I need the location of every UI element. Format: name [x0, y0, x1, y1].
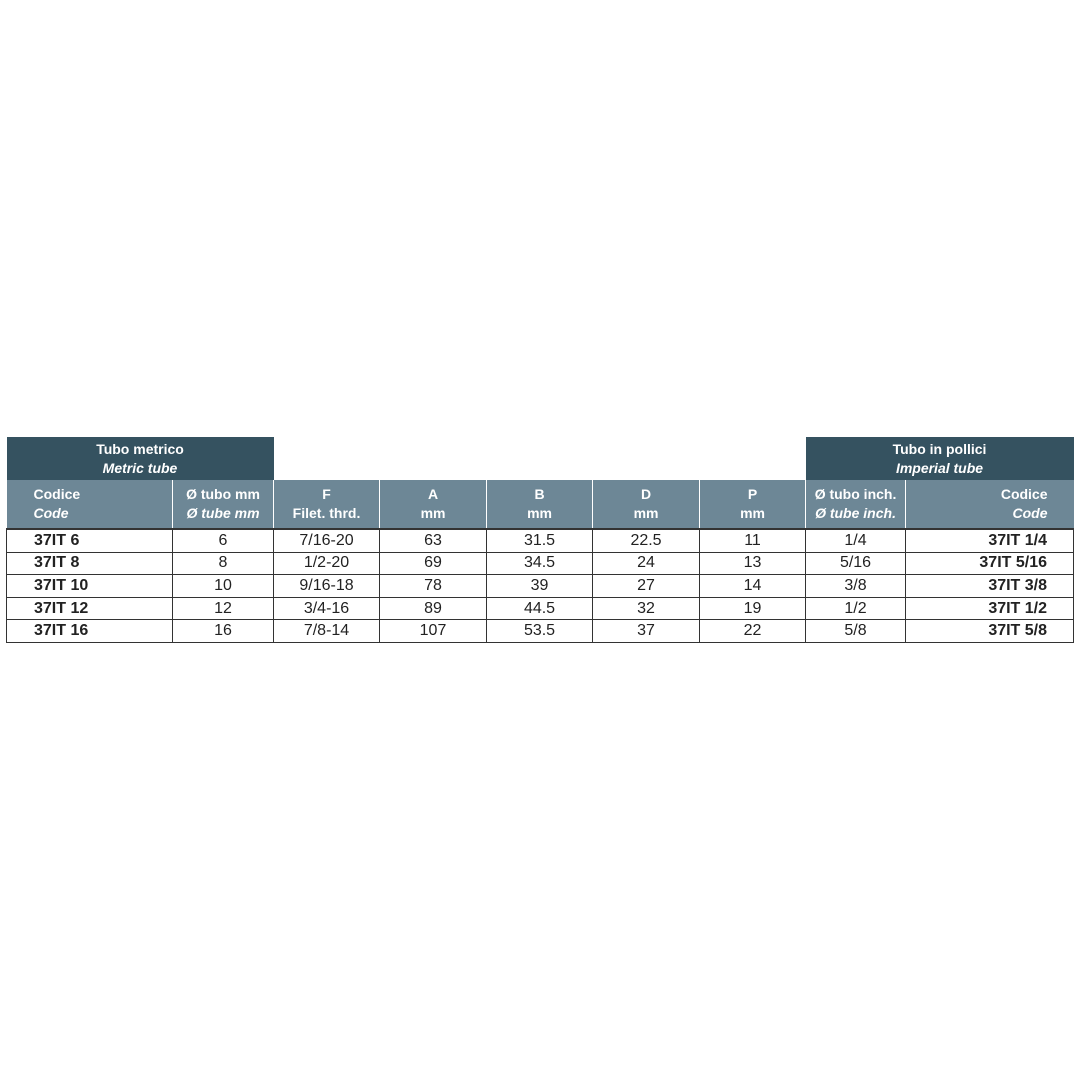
col-header-p	[700, 480, 806, 529]
code-metric-cell: 37IT 8	[7, 552, 173, 575]
col-label: P	[747, 486, 758, 502]
col-label: Ø tubo inch.	[814, 486, 897, 502]
imperial-tube-title: Tubo in pollici	[892, 440, 987, 457]
tube-mm-cell: 6	[173, 529, 274, 552]
col-label: F	[322, 486, 331, 502]
d-cell: 27	[593, 575, 700, 598]
table-body	[7, 529, 1074, 642]
thread-cell: 9/16-18	[274, 575, 380, 598]
col-label: A	[427, 486, 439, 502]
imperial-tube-subtitle: Imperial tube	[895, 459, 984, 476]
fittings-table-container	[6, 437, 1073, 643]
metric-tube-title: Tubo metrico	[96, 440, 184, 457]
tube-mm-cell: 12	[173, 597, 274, 620]
col-sublabel: Ø tube inch.	[815, 505, 896, 521]
col-sublabel: mm	[740, 505, 765, 521]
thread-cell: 1/2-20	[274, 552, 380, 575]
tube-inch-cell: 5/8	[806, 620, 906, 643]
col-header-b	[487, 480, 593, 529]
col-sublabel: mm	[420, 505, 446, 521]
col-sublabel: Code	[33, 505, 69, 521]
code-imperial-cell: 37IT 1/2	[906, 597, 1074, 620]
code-metric-cell: 37IT 6	[7, 529, 173, 552]
a-cell: 63	[380, 529, 487, 552]
group-header-row	[7, 437, 1074, 480]
table-row	[7, 529, 1074, 552]
code-metric-cell: 37IT 10	[7, 575, 173, 598]
p-cell: 19	[700, 597, 806, 620]
p-cell: 22	[700, 620, 806, 643]
tube-inch-cell: 1/2	[806, 597, 906, 620]
imperial-tube-header	[806, 437, 1074, 480]
fittings-table	[6, 437, 1074, 643]
d-cell: 24	[593, 552, 700, 575]
a-cell: 89	[380, 597, 487, 620]
col-label: Ø tubo mm	[186, 486, 260, 502]
tube-inch-cell: 1/4	[806, 529, 906, 552]
col-header-a	[380, 480, 487, 529]
thread-cell: 3/4-16	[274, 597, 380, 620]
code-imperial-cell: 37IT 5/8	[906, 620, 1074, 643]
col-header-code-imperial	[906, 480, 1074, 529]
table-row	[7, 552, 1074, 575]
d-cell: 37	[593, 620, 700, 643]
tube-mm-cell: 10	[173, 575, 274, 598]
col-sublabel: mm	[527, 505, 552, 521]
b-cell: 44.5	[487, 597, 593, 620]
table-row	[7, 597, 1074, 620]
d-cell: 22.5	[593, 529, 700, 552]
col-sublabel: Ø tube mm	[186, 505, 260, 521]
b-cell: 31.5	[487, 529, 593, 552]
col-label: D	[640, 486, 652, 502]
col-sublabel: Filet. thrd.	[292, 505, 361, 521]
col-label: Codice	[1000, 486, 1048, 502]
tube-inch-cell: 3/8	[806, 575, 906, 598]
table-row	[7, 620, 1074, 643]
metric-tube-header	[7, 437, 274, 480]
col-header-tube-mm	[173, 480, 274, 529]
tube-inch-cell: 5/16	[806, 552, 906, 575]
b-cell: 39	[487, 575, 593, 598]
code-imperial-cell: 37IT 5/16	[906, 552, 1074, 575]
table-row	[7, 575, 1074, 598]
p-cell: 11	[700, 529, 806, 552]
code-imperial-cell: 37IT 1/4	[906, 529, 1074, 552]
b-cell: 34.5	[487, 552, 593, 575]
tube-mm-cell: 8	[173, 552, 274, 575]
col-sublabel: Code	[1012, 505, 1048, 521]
col-header-d	[593, 480, 700, 529]
code-imperial-cell: 37IT 3/8	[906, 575, 1074, 598]
column-header-row	[7, 480, 1074, 529]
a-cell: 78	[380, 575, 487, 598]
col-label: Codice	[33, 486, 81, 502]
a-cell: 107	[380, 620, 487, 643]
group-header-spacer	[274, 437, 806, 480]
code-metric-cell: 37IT 12	[7, 597, 173, 620]
p-cell: 14	[700, 575, 806, 598]
col-label: B	[534, 486, 545, 502]
metric-tube-subtitle: Metric tube	[102, 459, 178, 476]
col-header-thread	[274, 480, 380, 529]
b-cell: 53.5	[487, 620, 593, 643]
col-sublabel: mm	[633, 505, 659, 521]
col-header-code	[7, 480, 173, 529]
d-cell: 32	[593, 597, 700, 620]
a-cell: 69	[380, 552, 487, 575]
col-header-tube-inch	[806, 480, 906, 529]
thread-cell: 7/8-14	[274, 620, 380, 643]
thread-cell: 7/16-20	[274, 529, 380, 552]
code-metric-cell: 37IT 16	[7, 620, 173, 643]
p-cell: 13	[700, 552, 806, 575]
tube-mm-cell: 16	[173, 620, 274, 643]
